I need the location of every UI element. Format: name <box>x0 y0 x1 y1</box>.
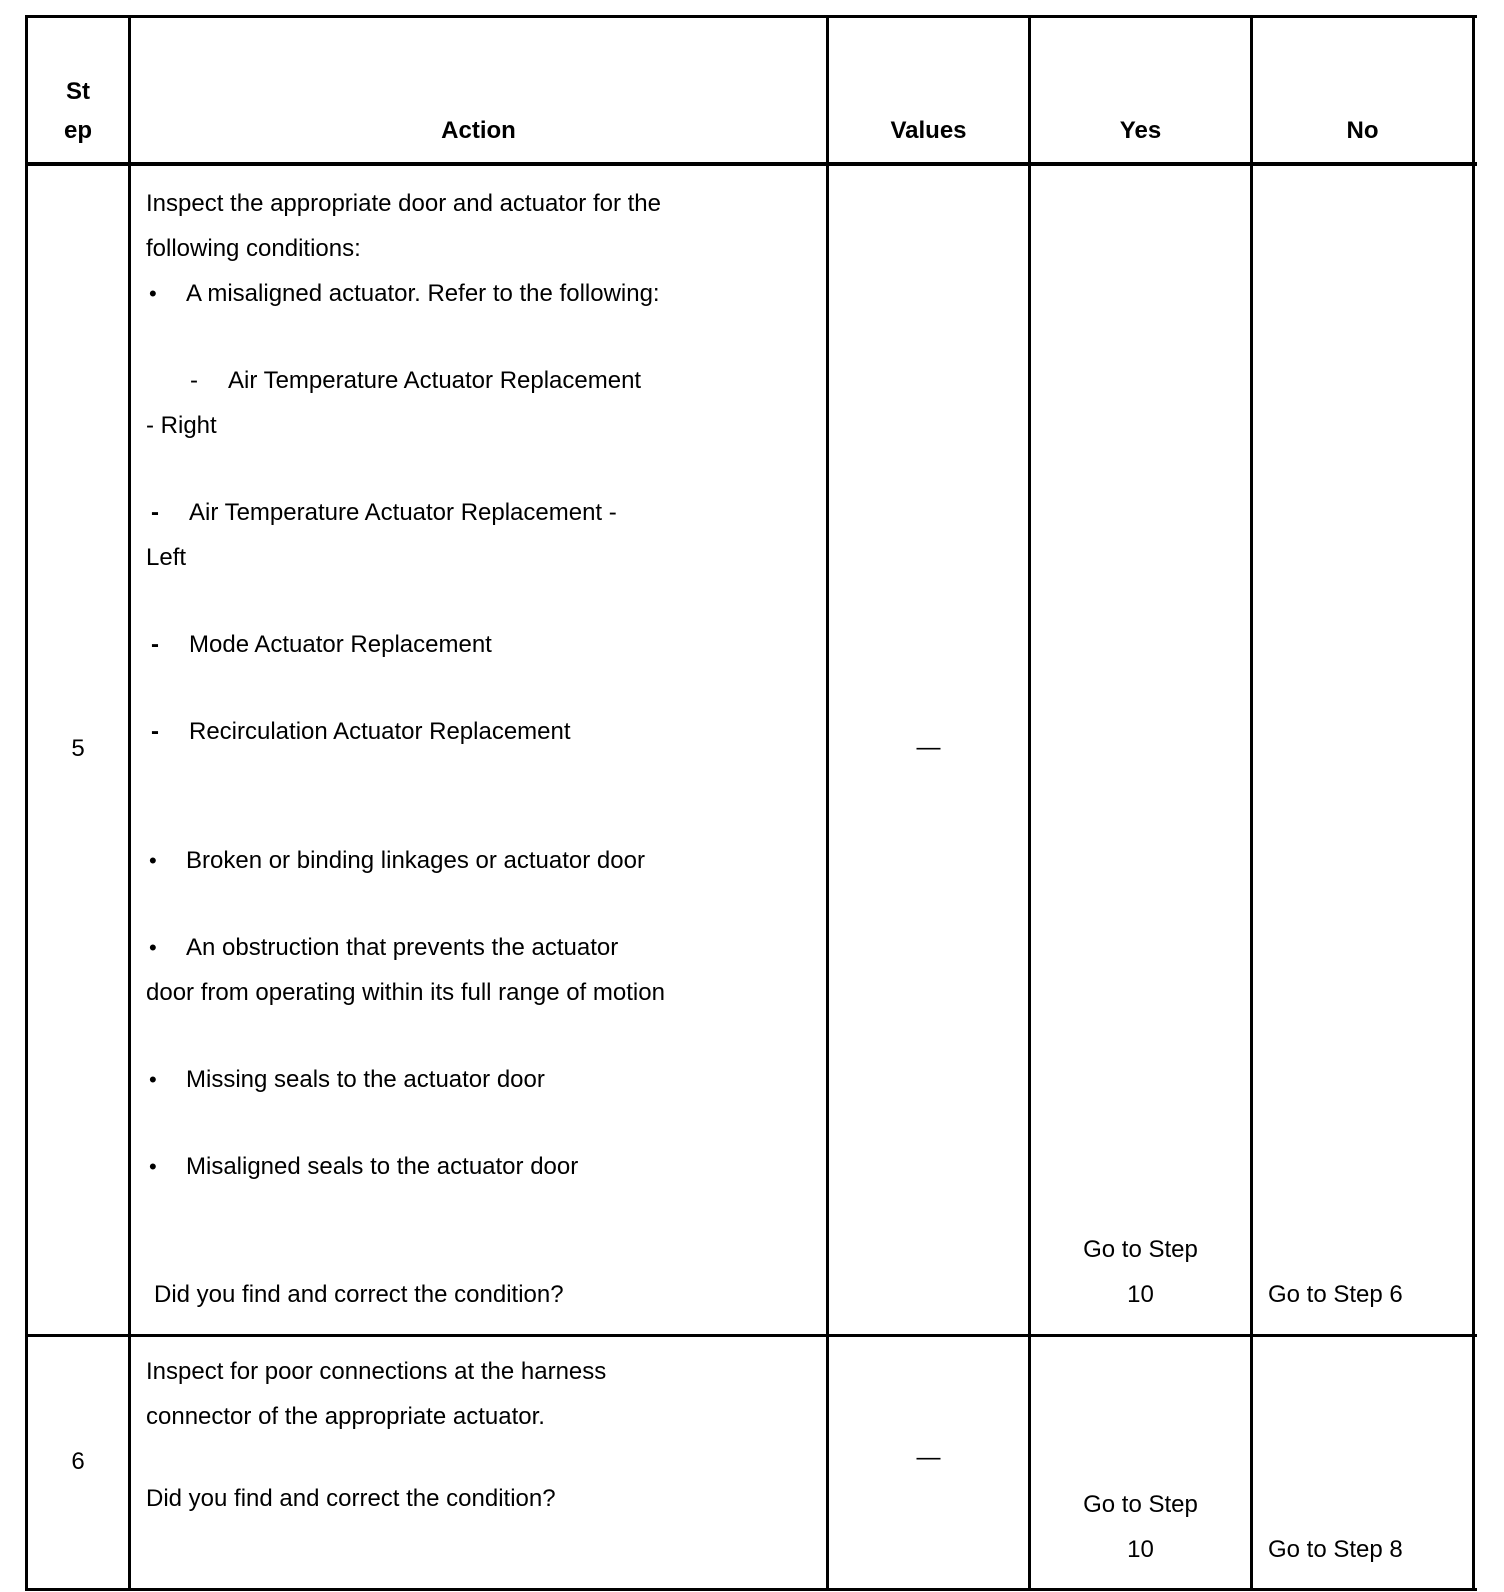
step-number-5: 5 <box>71 735 85 762</box>
bullet-icon: • <box>149 848 157 873</box>
header-bottom-border <box>25 162 1477 166</box>
column-divider-yes-no <box>1250 15 1253 1591</box>
row6-yes-line1: Go to Step <box>1083 1491 1198 1518</box>
row6-no: Go to Step 8 <box>1268 1536 1403 1563</box>
column-divider-step-action <box>128 15 131 1591</box>
row5-yes-line2: 10 <box>1127 1281 1154 1308</box>
row6-values: — <box>916 1444 941 1471</box>
row6-question: Did you find and correct the condition? <box>146 1485 556 1512</box>
row5-sub4: Recirculation Actuator Replacement <box>189 718 571 745</box>
row5-sub1-line2: - Right <box>146 412 217 439</box>
bullet-icon: • <box>149 1067 157 1092</box>
table-right-border <box>1472 15 1475 1591</box>
row6-line2: connector of the appropriate actuator. <box>146 1403 545 1430</box>
bullet-icon: • <box>149 935 157 960</box>
row5-sub3: Mode Actuator Replacement <box>189 631 492 658</box>
header-no: No <box>1346 117 1379 144</box>
bullet-icon: • <box>149 1154 157 1179</box>
dash-icon: - <box>151 718 159 745</box>
row5-sub2-line2: Left <box>146 544 187 571</box>
step-number-6: 6 <box>71 1448 85 1475</box>
row-divider <box>25 1334 1477 1337</box>
row5-item3-line1: An obstruction that prevents the actuator <box>186 934 619 961</box>
bullet-icon: • <box>149 281 157 306</box>
header-values: Values <box>890 117 967 144</box>
dash-icon: - <box>190 367 198 394</box>
column-divider-action-values <box>826 15 829 1591</box>
row6-yes-line2: 10 <box>1127 1536 1154 1563</box>
table-bottom-border <box>25 1588 1477 1591</box>
table-top-border <box>25 15 1477 18</box>
header-action: Action <box>441 117 516 144</box>
row5-item1: A misaligned actuator. Refer to the following: <box>186 280 660 307</box>
row5-intro-line2: following conditions: <box>146 235 361 262</box>
row5-intro-line1: Inspect the appropriate door and actuator for the <box>146 190 662 217</box>
header-step-line1: St <box>66 78 90 105</box>
dash-icon: - <box>151 499 159 526</box>
row5-sub1-line1: Air Temperature Actuator Replacement <box>228 367 642 394</box>
dash-icon: - <box>151 631 159 658</box>
row5-item5: Misaligned seals to the actuator door <box>186 1153 579 1180</box>
row5-no: Go to Step 6 <box>1268 1281 1403 1308</box>
row5-item3-line2: door from operating within its full range of motion <box>146 979 665 1006</box>
table-left-border <box>25 15 28 1591</box>
header-yes: Yes <box>1119 117 1162 144</box>
row5-sub2-line1: Air Temperature Actuator Replacement - <box>189 499 617 526</box>
row5-yes-line1: Go to Step <box>1083 1236 1198 1263</box>
row5-values: — <box>916 734 941 761</box>
header-step-line2: ep <box>63 117 92 144</box>
row5-item2: Broken or binding linkages or actuator door <box>186 847 645 874</box>
column-divider-values-yes <box>1028 15 1031 1591</box>
row5-question: Did you find and correct the condition? <box>154 1281 564 1308</box>
row5-item4: Missing seals to the actuator door <box>186 1066 545 1093</box>
row6-line1: Inspect for poor connections at the harness <box>146 1358 607 1385</box>
